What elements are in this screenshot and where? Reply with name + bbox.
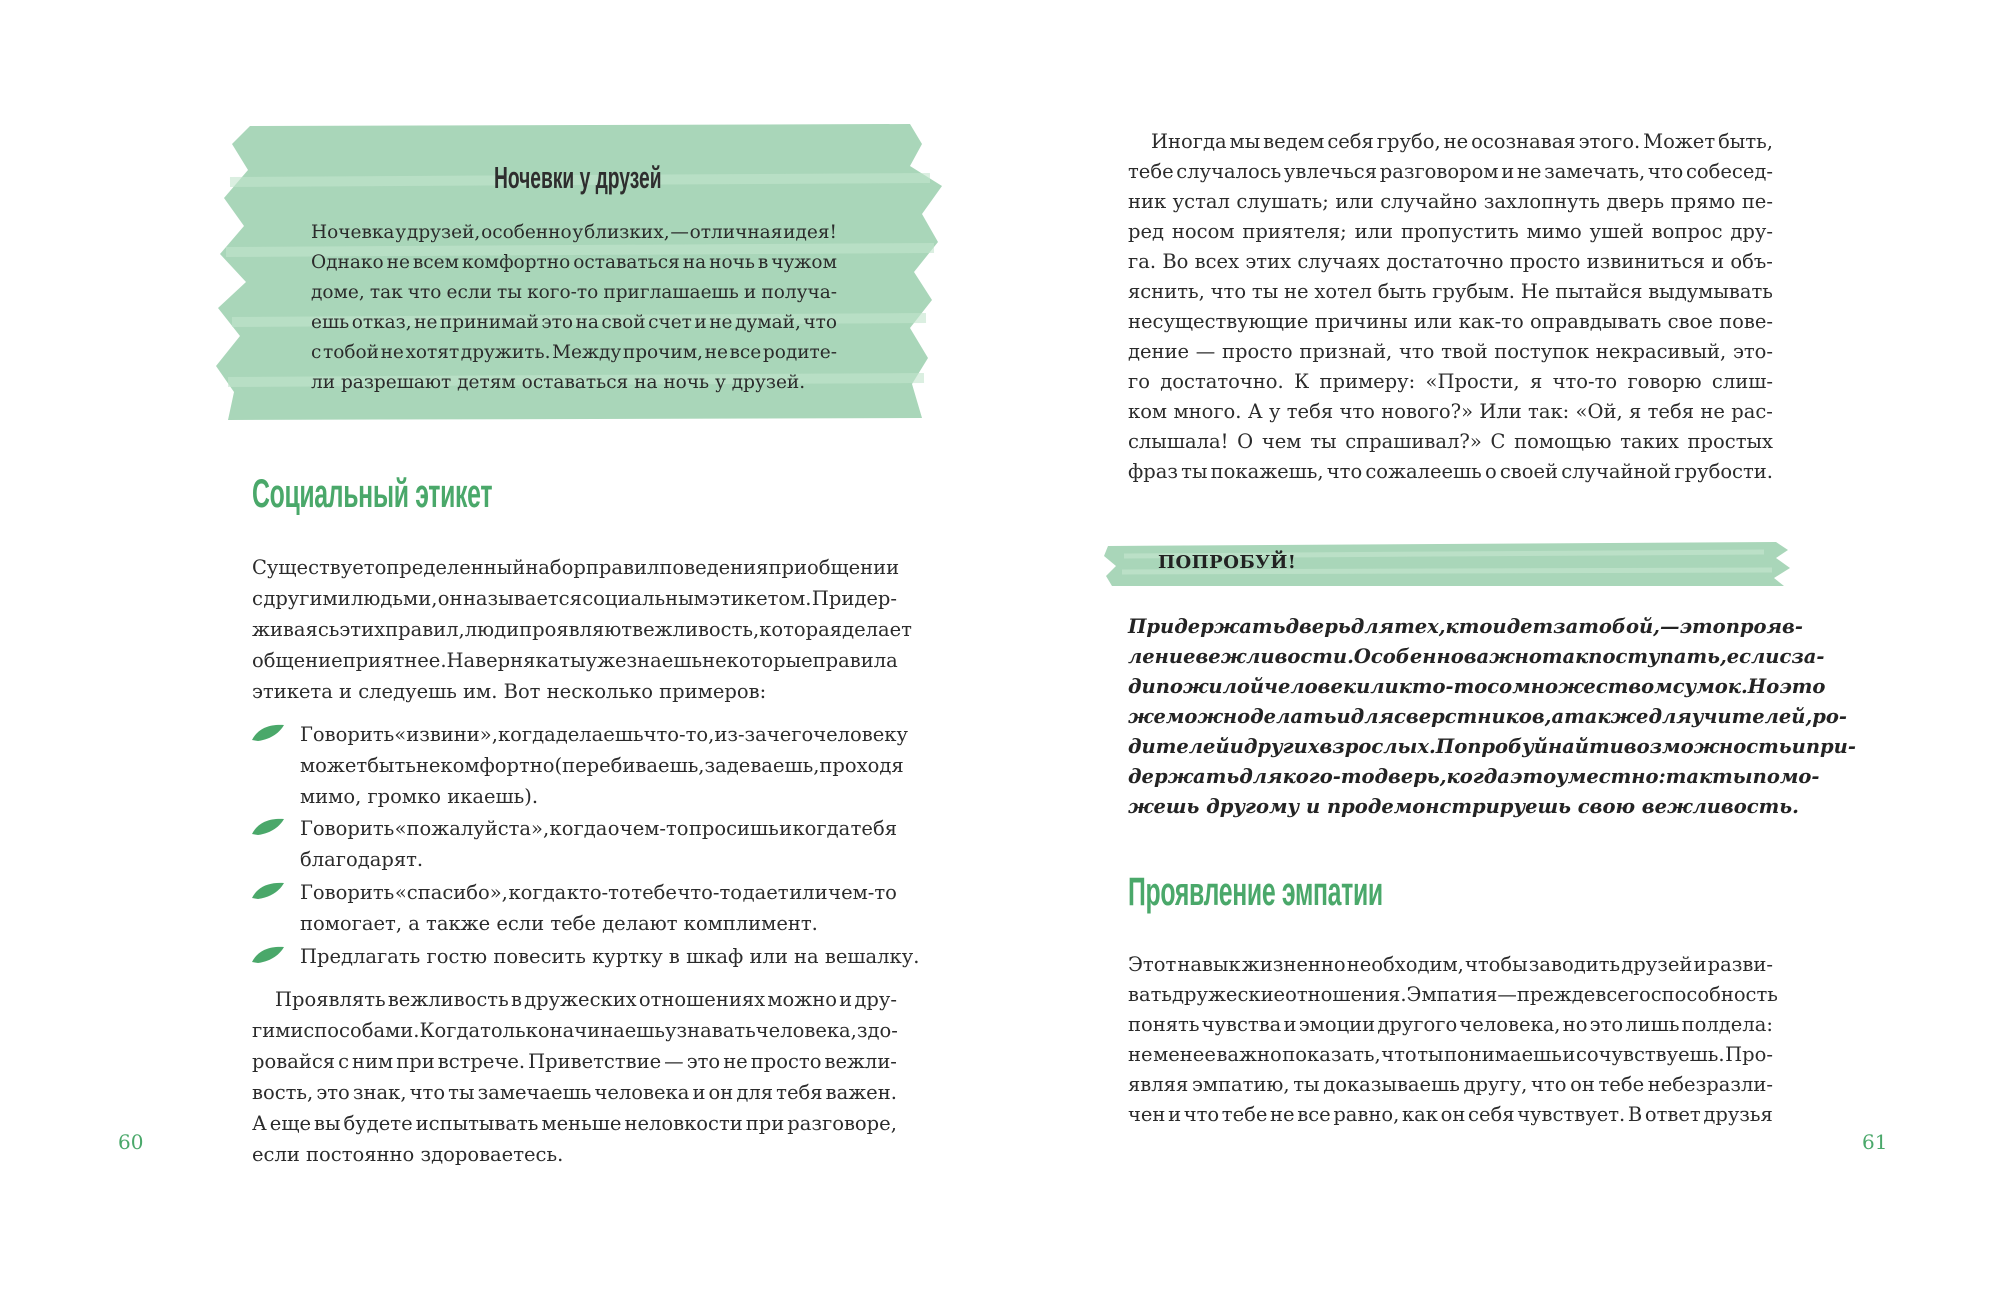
empathy-line: вать дружеские отношения. Эмпатия — прежде всего способность — [1128, 983, 1778, 1006]
empathy-line: являя эмпатию, ты доказываешь другу, что он тебе небезразли- — [1128, 1073, 1773, 1096]
bullet-line: Говорить «извини», когда делаешь что-то, из-за чего человеку — [300, 723, 908, 746]
sidebar-line: доме, так что если ты кого-то приглашаешь и получа- — [311, 282, 837, 303]
page-number-left: 60 — [118, 1130, 144, 1154]
closing-line: Проявлять вежливость в дружеских отношениях можно и дру- — [275, 988, 897, 1011]
page-number-right: 61 — [1862, 1130, 1888, 1154]
try-it-line: жешь другому и продемонстрируешь свою вежливость. — [1128, 795, 1799, 818]
bullet-line: мимо, громко икаешь). — [300, 785, 539, 808]
paragraph-line: слышала! О чем ты спрашивал?» С помощью таких простых — [1128, 430, 1773, 453]
bullet-line: благодарят. — [300, 848, 424, 871]
sidebar-line: с тобой не хотят дружить. Между прочим, не все родите- — [311, 342, 837, 363]
paragraph-line: несуществующие причины или как-то оправдывать свое пове- — [1128, 310, 1773, 333]
bullet-line: Говорить «пожалуйста», когда о чем-то просишь и когда тебя — [300, 817, 897, 840]
section-heading-empathy: Проявление эмпатии — [1128, 870, 1383, 914]
leaf-bullet-icon — [250, 816, 286, 838]
sidebar-line: ешь отказ, не принимай это на свой счет и не думай, что — [311, 312, 837, 333]
empathy-line: не менее важно показать, что ты понимаешь и сочувствуешь. Про- — [1128, 1043, 1773, 1066]
leaf-bullet-icon — [250, 722, 286, 744]
bullet-line: Предлагать гостю повесить куртку в шкаф или на вешалку. — [300, 945, 920, 968]
closing-line: А еще вы будете испытывать меньше неловкости при разговоре, — [252, 1112, 897, 1135]
closing-line: если постоянно здороваетесь. — [252, 1143, 564, 1166]
paragraph-line: ред носом приятеля; или пропустить мимо ушей вопрос дру- — [1128, 220, 1773, 243]
try-it-label: ПОПРОБУЙ! — [1158, 552, 1297, 573]
intro-line: живаясь этих правил, люди проявляют вежливость, которая делает — [252, 618, 912, 641]
intro-line: общение приятнее. Наверняка ты уже знаешь некоторые правила — [252, 649, 898, 672]
closing-line: гими способами. Когда только начинаешь узнавать человека, здо- — [252, 1019, 898, 1042]
intro-line: с другими людьми, он называется социальным этикетом. Придер- — [252, 587, 897, 610]
intro-line: Существует определенный набор правил поведения при общении — [252, 556, 900, 579]
closing-line: ровайся с ним при встрече. Приветствие — это не просто вежли- — [252, 1050, 897, 1073]
bullet-line: Говорить «спасибо», когда кто-то тебе что-то дает или чем-то — [300, 881, 897, 904]
sidebar-title: Ночевки у друзей — [494, 160, 662, 195]
try-it-line: ление вежливости. Особенно важно так поступать, если сза- — [1128, 645, 1825, 668]
paragraph-line: га. Во всех этих случаях достаточно просто извиниться и объ- — [1128, 250, 1773, 273]
paragraph-line: Иногда мы ведем себя грубо, не осознавая этого. Может быть, — [1151, 130, 1773, 153]
leaf-bullet-icon — [250, 880, 286, 902]
try-it-line: Придержать дверь для тех, кто идет за тобой, — это прояв- — [1128, 615, 1803, 638]
try-it-line: дителей и других взрослых. Попробуй найти возможность и при- — [1128, 735, 1856, 758]
paragraph-line: яснить, что ты не хотел быть грубым. Не пытайся выдумывать — [1128, 280, 1773, 303]
empathy-line: Этот навык жизненно необходим, чтобы заводить друзей и разви- — [1128, 953, 1773, 976]
sidebar-line: ли разрешают детям оставаться на ночь у друзей. — [311, 372, 806, 393]
try-it-line: держать для кого-то дверь, когда это уместно: так ты помо- — [1128, 765, 1820, 788]
paragraph-line: ком много. А у тебя что нового?» Или так: «Ой, я тебя не рас- — [1128, 400, 1773, 423]
try-it-line: ди пожилой человек или кто-то со множеством сумок. Но это — [1128, 675, 1826, 698]
sidebar-line: Однако не всем комфортно оставаться на ночь в чужом — [311, 252, 837, 273]
paragraph-line: тебе случалось увлечься разговором и не замечать, что собесед- — [1128, 160, 1773, 183]
empathy-line: понять чувства и эмоции другого человека, но это лишь полдела: — [1128, 1013, 1773, 1036]
closing-line: вость, это знак, что ты замечаешь человека и он для тебя важен. — [252, 1081, 897, 1104]
bullet-line: может быть некомфортно (перебиваешь, задеваешь, проходя — [300, 754, 904, 777]
empathy-line: чен и что тебе не все равно, как он себя чувствует. В ответ друзья — [1128, 1103, 1773, 1126]
intro-line: этикета и следуешь им. Вот несколько примеров: — [252, 680, 767, 703]
section-heading-social-etiquette: Социальный этикет — [252, 472, 493, 516]
paragraph-line: дение — просто признай, что твой поступок некрасивый, это- — [1128, 340, 1773, 363]
sidebar-line: Ночевка у друзей, особенно у близких, — отличная идея! — [311, 222, 837, 243]
paragraph-line: фраз ты покажешь, что сожалеешь о своей случайной грубости. — [1128, 460, 1773, 483]
leaf-bullet-icon — [250, 944, 286, 966]
bullet-line: помогает, а также если тебе делают комплимент. — [300, 912, 818, 935]
paragraph-line: го достаточно. К примеру: «Прости, я что-то говорю слиш- — [1128, 370, 1773, 393]
paragraph-line: ник устал слушать; или случайно захлопнуть дверь прямо пе- — [1128, 190, 1773, 213]
right-page — [1000, 0, 2000, 1300]
try-it-line: же можно делать и для сверстников, а также для учителей, ро- — [1128, 705, 1847, 728]
